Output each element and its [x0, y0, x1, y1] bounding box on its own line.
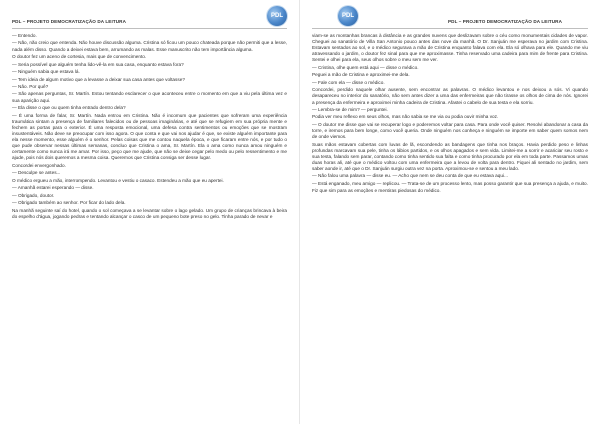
paragraph: Suas mãos estavam cobertas com luvas de lã, escondendo as bandagens que tinha nos braços. Havia perdido peso e linhas profundas marcavam sua pele, tinha os lábios partidos, e os olhos apagados e sem vida. Limitei-me a sorrir e acariciar seu rosto e sua testa, falando sem parar, contando como tinha sentido sua falta e como tinha procurado por ela em toda parte. Passamos umas duas horas ali, até que o médico voltou com uma enfermeira que a levou de volta para dentro. Fiquei ali sentado no jardim, sem saber aonde ir, até que o Dr. Sanjuán surgiu outra vez na porta. Aproximou-se e sentou a meu lado.	[312, 141, 588, 171]
paragraph: Na manhã seguinte saí do hotel, quando o sol começava a se levantar sobre o lago gelado. Um grupo de crianças brincava à beira do espelho d'água, jogando pedras e tentando alcançar o casco de um pequeno bote preso no gelo. Tinha parado de nevar e	[12, 207, 287, 219]
paragraph: — Lembra-se de mim? — perguntei.	[312, 106, 388, 112]
pdl-logo-icon: PDL	[338, 6, 358, 26]
paragraph: — Não, não creio que entenda. Não houve discussão alguma. Cristina só ficou um pouco chateada porque não permiti que a lesse, nada além disso. Quando a deixei estava bem, arrumando as malas. Esse manuscrito não tem importância alguma.	[12, 40, 287, 52]
paragraph: — Está enganado, meu amigo — replicou. — Trata-se de um processo lento, mas posso garantir que sua presença a ajuda, e muito.	[312, 180, 588, 186]
paragraph: — Não falou uma palavra — disse eu. — Acho que nem se deu conta de que eu estava aqui...	[312, 173, 508, 179]
paragraph: — O doutor me disse que vai se recuperar logo e poderemos voltar para casa. Para onde você quiser. Resolvi abandonar a casa da torre, e iremos para bem longe, como você queria. Onde ninguém nos conheça e ninguém se importe em saber quem somos nem de onde viemos.	[312, 121, 588, 140]
left-page-text	[12, 33, 287, 220]
paragraph: — Cristina, olhe quem está aqui — disse o médico.	[312, 64, 419, 70]
paragraph: — Não. Por quê?	[12, 84, 49, 89]
paragraph: — Desculpe se antes...	[12, 170, 61, 176]
paragraph: — São apenas perguntas, Sr. Martín. Estou tentando esclarecer o que aconteceu entre o momento em que a viu pela última vez e sua aparição aqui.	[12, 91, 287, 103]
paragraph: Podia ver meu reflexo em seus olhos, mas não sabia se me via ou podia ouvir minha voz.	[312, 114, 499, 120]
paragraph: O doutor fez um aceno de cortesia, mais que de convencimento.	[12, 54, 147, 60]
paragraph: O médico ergueu a mão, interrompendo. Levantou e vestiu o casaco. Estendeu a mão que eu apertei.	[12, 177, 224, 183]
header-title: PDL – PROJETO DEMOCRATIZAÇÃO DA LEITURA	[448, 19, 562, 24]
paragraph: — Amanhã estarei esperando — disse.	[12, 185, 94, 191]
right-page-text	[312, 33, 588, 195]
paragraph: Peguei a mão de Cristina e aproximei-me dela.	[312, 72, 410, 78]
paragraph: — Fale com ela — disse o médico.	[312, 79, 385, 85]
paragraph: viam-se as montanhas brancas à distância e as grandes nuvens que deslizavam sobre o céu como monumentais cidades de vapor. Cheguei ao sanatório de Villa San Antonio pouco antes das nove da manhã. O Dr. Sanjuán me esperava no jardim com Cristina. Estavam sentados ao sol, e o médico segurava a mão de Cristina enquanto falava com ela. Ela só olhava para ele. Quando me viu atravessando o jardim, o doutor fez sinal para que me aproximasse. Tinha reservado uma cadeira para mim de frente para Cristina. Sentei e olhei para ela, seus olhos sobre o meu sem me ver.	[312, 33, 588, 63]
page-header	[312, 6, 588, 29]
paragraph: — Ninguém sabia que estava lá.	[12, 69, 80, 75]
paragraph: — Tem ideia de algum motivo que a levasse a deixar sua casa antes que voltasse?	[12, 76, 185, 82]
paragraph: — Obrigado também ao senhor. Por ficar do lado dela.	[12, 200, 126, 206]
paragraph: — Ela disse o que ou quem tinha entrado dentro dela?	[12, 105, 126, 111]
paragraph: Fiz que sim para as emoções e mentiras piedosas do médico.	[312, 188, 441, 194]
pdl-logo-icon: PDL	[267, 6, 287, 26]
paragraph: — Obrigado, doutor.	[12, 192, 55, 198]
right-page	[300, 0, 600, 424]
paragraph: Concordei, perdido naquele olhar ausente, sem encontrar as palavras. O médico levantou e nos deixou a sós. Vi quando desapareceu no interior do sanatório, não sem antes dizer a uma das enfermeiras que não tirasse os olhos de cima de nós. Ignorei a presença da enfermeira e aproximei minha cadeira de Cristina. Afastei o cabelo de sua testa e ela sorriu.	[312, 87, 588, 105]
header-title: PDL – PROJETO DEMOCRATIZAÇÃO DA LEITURA	[12, 19, 126, 24]
paragraph: Concordei envergonhado.	[12, 162, 66, 168]
paragraph: — É uma forma de falar, Sr. Martín. Nada entrou em Cristina. Não é incomum que pacientes que sofreram uma experiência traumática sintam a presença de familiares falecidos ou de pessoas imaginárias, e até que se refugiem em sua própria mente e fechem as portas para o exterior. É uma resposta emocional, uma defesa contra sentimentos ou emoções que se mostram insustentáveis. Não deve se preocupar com isso agora. O que conta e que vai nos ajudar é que, se existe alguém importante para ela nesse momento, esse alguém é o senhor. Pelas coisas que me contou naquela época, e que ficaram entre nós, e por tudo o que pude observar nessas últimas semanas, concluo que Cristina o ama, Sr. Martín. Ela o ama como nunca amou ninguém e certamente como nunca irá me amar. Por isso, peço que me ajude, que não se deixe cegar pelo medo ou pelo ressentimento e me ajude, pois nós dois queremos a mesma coisa. Queremos que Cristina consiga ser desse lugar.	[12, 112, 287, 161]
page-header	[12, 6, 287, 29]
paragraph: — Entendo.	[12, 33, 37, 38]
paragraph: — Seria possível que alguém tenha lido-vê-la em sua casa, enquanto estava fora?	[12, 61, 184, 67]
